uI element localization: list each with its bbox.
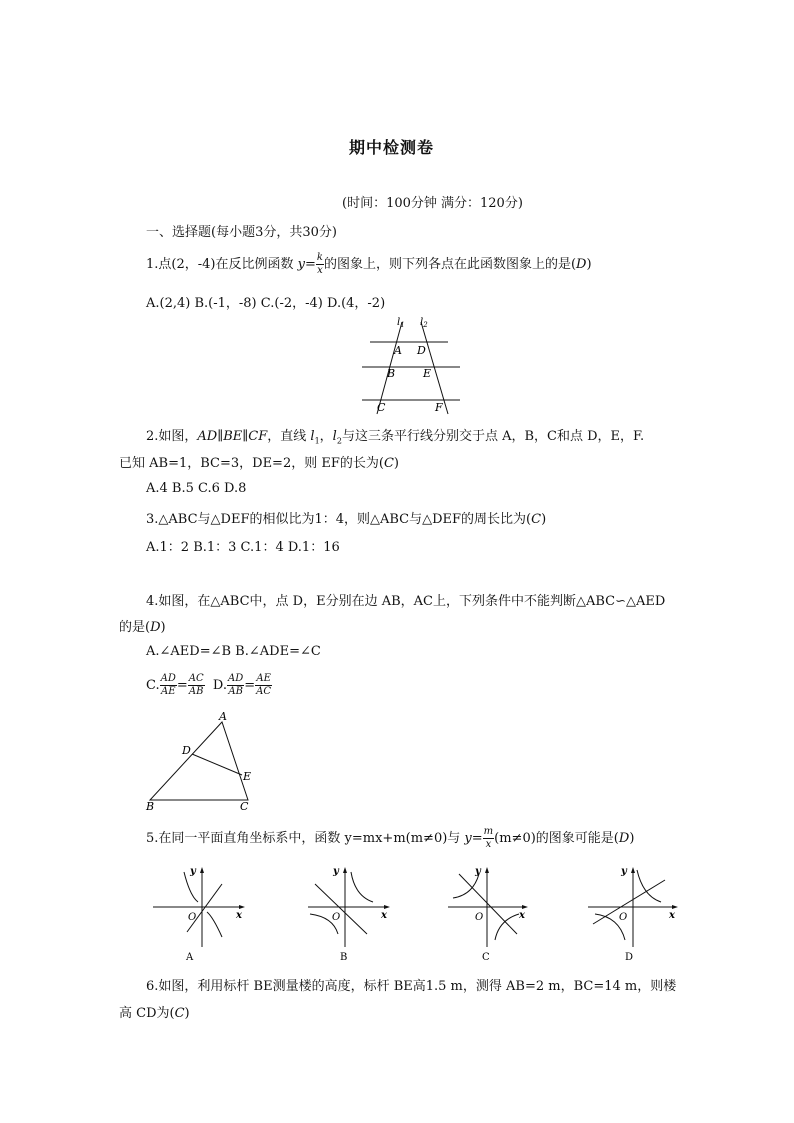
y-label: y [333,866,339,877]
hyperbola-branch-2 [495,914,519,940]
q1-text-post: 的图象上，则下列各点在此函数图象上的是( [323,257,577,272]
x-label: x [519,910,525,921]
q2-pre: 2.如图， [146,429,198,444]
frac-num: AD [160,673,176,684]
q4-opt-c-label: C. [146,678,160,693]
triangle-figure [140,708,265,813]
q2-line2: 已知 AB=1，BC=3，DE=2，则 EF的长为( [119,456,384,471]
y-arrow-icon [485,867,489,873]
graph-a [150,862,250,962]
q2-post: 与这三条平行线分别交于点 A，B，C和点 D，E，F. [341,429,645,444]
frac-num: m [483,826,494,837]
graph-b [305,862,405,962]
question-4-line1: 4.如图，在△ABC中，点 D，E分别在边 AB，AC上，下列条件中不能判断△ABC∽△AED [146,594,666,609]
q5-func: y= [464,831,483,846]
x-arrow-icon [522,905,528,909]
graph-label-c: C [482,952,490,962]
x-arrow-icon [384,905,390,909]
y-label: y [475,866,481,877]
origin-label: O [619,912,628,923]
frac-den: x [485,839,492,850]
label-b: B [146,800,155,813]
label-a: A [219,710,227,723]
label-a: A [394,344,402,357]
q2-sep: ， [319,429,333,444]
q4-answer: D [150,620,161,635]
q4-options-ab: A.∠AED=∠B B.∠ADE=∠C [146,644,321,659]
y-label: y [621,866,627,877]
q4-opt-d-frac2 [255,673,272,698]
q1-options: A.(2,4) B.(-1，-8) C.(-2，-4) D.(4，-2) [146,296,386,311]
hyperbola-branch-1 [351,872,373,902]
q2-l2: l [332,429,337,444]
q4-opt-d-frac1 [227,673,244,698]
q2-l2-sub: 2 [336,436,342,446]
question-3 [146,508,546,527]
label-b: B [387,367,396,380]
frac-num: AC [188,673,204,684]
q1-close: ) [586,257,592,272]
x-arrow-icon [239,905,245,909]
q3-close: ) [541,512,547,527]
hyperbola-branch-1 [637,870,661,902]
q2-l1-sub: 1 [314,436,320,446]
q6-answer: C [174,1006,185,1021]
frac-den: AB [228,686,243,697]
q5-answer: D [618,831,630,846]
origin-label: O [332,912,341,923]
q5-close: ) [629,831,635,846]
origin-label: O [188,912,197,923]
q4-opt-c-frac2 [188,673,205,698]
label-l2: $l_2$ [420,317,428,329]
linear-line [187,884,222,932]
x-label: x [236,910,242,921]
hyperbola-branch-1 [453,874,479,898]
parallel-lines-figure [360,312,470,420]
label-d: D [417,344,426,357]
equals: = [176,678,188,693]
q2-parallel: AD∥BE∥CF [197,429,268,444]
triangle-abc [150,722,248,800]
graph-label-d: D [625,952,634,962]
question-5 [146,822,634,856]
q4-options-cd [146,668,272,704]
question-6-line2 [119,1002,190,1021]
label-c: C [377,401,386,414]
x-arrow-icon [672,905,678,909]
question-2-line1 [146,425,644,446]
q4-opt-c-frac1 [160,673,177,698]
q1-fraction [316,252,324,277]
segment-de [192,754,242,775]
frac-den: AB [188,686,204,697]
question-6-line1: 6.如图，利用标杆 BE测量楼的高度，标杆 BE高1.5 m，测得 AB=2 m，BC=14 m，则楼 [146,979,677,994]
origin-label: O [475,912,484,923]
q4-line2: 的是( [119,620,151,635]
q1-frac-num: k [316,252,323,263]
question-4-line2 [119,616,166,635]
hyperbola-branch-2 [207,912,222,937]
exam-info: (时间：100分钟 满分：120分) [342,196,523,211]
q6-close: ) [184,1006,190,1021]
label-c: C [240,800,249,813]
q1-func: y= [297,257,316,272]
section-heading: 一、选择题(每小题3分，共30分) [146,225,337,240]
q2-close: ) [393,456,399,471]
y-arrow-icon [200,867,204,873]
q1-frac-den: x [317,265,323,276]
q1-answer: D [576,257,587,272]
linear-line [459,874,517,934]
graph-c [445,862,545,962]
q6-line2: 高 CD为( [119,1006,175,1021]
y-arrow-icon [631,867,635,873]
frac-den: AE [160,686,176,697]
label-f: F [435,401,443,414]
q1-text-pre: 1.点(2，-4)在反比例函数 [146,257,298,272]
q2-l1: l [310,429,315,444]
frac-num: AE [256,673,271,684]
graph-label-b: B [340,952,348,962]
x-label: x [381,910,387,921]
x-label: x [669,910,675,921]
equals: = [244,678,256,693]
q2-mid: ，直线 [267,429,311,444]
q3-text: 3.△ABC与△DEF的相似比为1：4，则△ABC与△DEF的周长比为( [146,512,532,527]
y-arrow-icon [343,867,347,873]
linear-line [315,884,367,934]
q4-opt-d-label: D. [212,678,228,693]
q2-options: A.4 B.5 C.6 D.8 [146,481,247,496]
label-l1: $l_1$ [397,317,405,329]
q2-answer: C [383,456,394,471]
q5-post: (m≠0)的图象可能是( [494,831,619,846]
question-2-line2 [119,452,399,471]
q5-fraction [483,826,494,851]
linear-line [593,880,665,924]
q3-options: A.1：2 B.1：3 C.1：4 D.1：16 [146,540,340,555]
q5-pre: 5.在同一平面直角坐标系中，函数 y=mx+m(m≠0)与 [146,831,465,846]
q4-close: ) [160,620,166,635]
label-d: D [182,744,191,757]
label-e: E [243,770,252,783]
page-title: 期中检测卷 [349,138,435,157]
question-1 [146,248,592,282]
label-e: E [423,367,432,380]
q3-answer: C [531,512,542,527]
graph-d [585,862,685,962]
frac-den: AC [256,686,272,697]
y-label: y [190,866,196,877]
graph-label-a: A [186,952,194,962]
frac-num: AD [228,673,244,684]
